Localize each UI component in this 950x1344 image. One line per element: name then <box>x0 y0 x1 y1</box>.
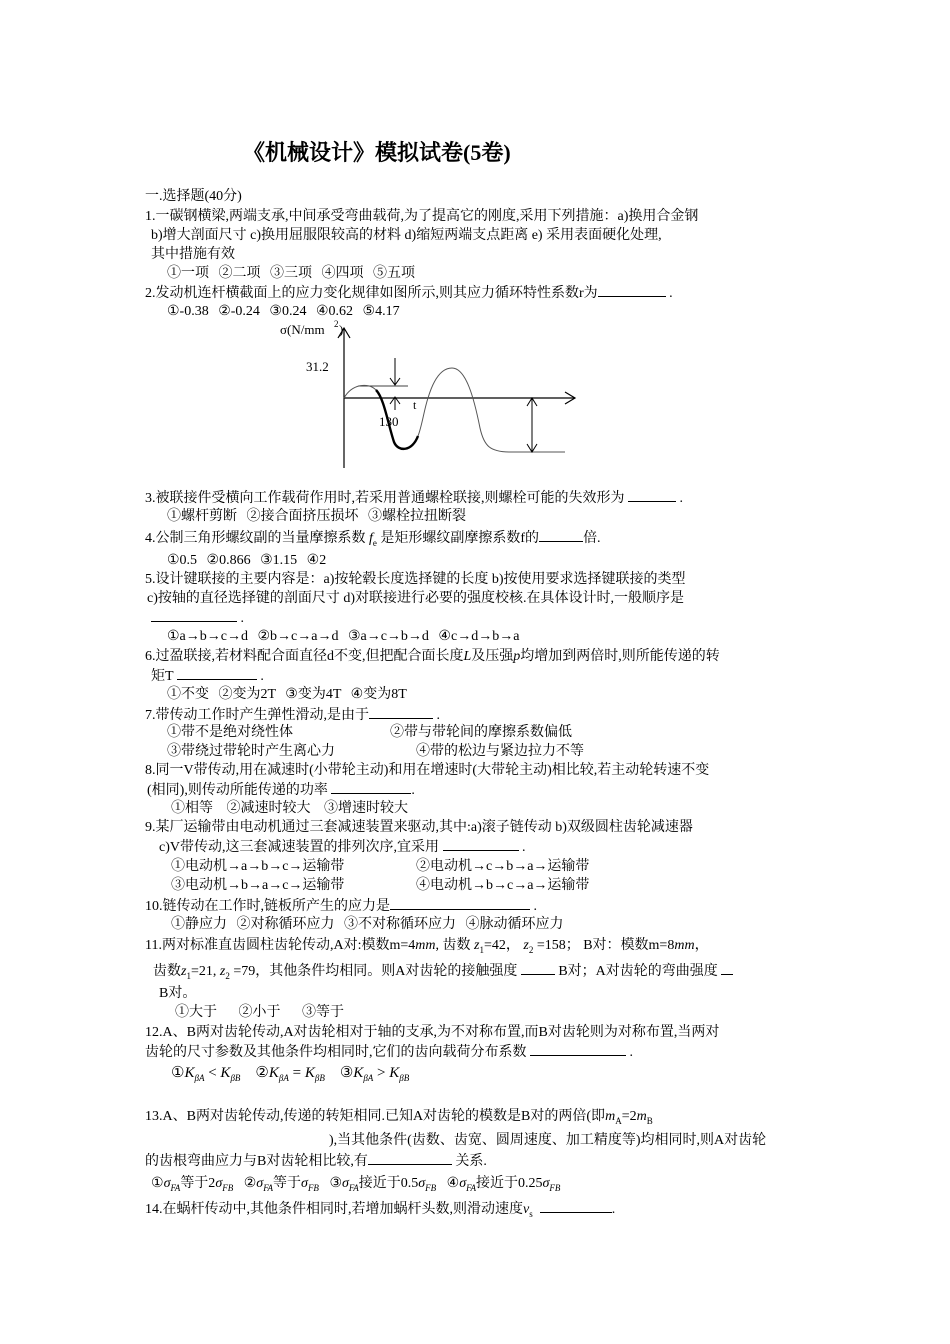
q11-line2: 齿数$z_1=21$, $z_2 =79$，其他条件均相同。则A对齿轮的接触强度 B对；A对齿轮的弯曲强度 <box>153 962 733 985</box>
q11-options: ①大于 ②小于 ③等于 <box>175 1005 344 1020</box>
q1-line2: b)增大剖面尺寸 c)换用屈服限较高的材料 d)缩短两端支点距离 e) 采用表面硬化处理, <box>151 228 662 243</box>
stress-cycle-figure <box>270 318 590 478</box>
q10-line1: 10.链传动在工作时,链板所产生的应力是 . <box>145 899 537 914</box>
q3-line1: 3.被联接件受横向工作载荷作用时,若采用普通螺栓联接,则螺栓可能的失效形为 . <box>145 491 683 506</box>
q6-line1: 6.过盈联接,若材料配合面直径d不变,但把配合面长度L及压强p均增加到两倍时,则所能传递的转 <box>145 649 720 664</box>
q11-line1: 11.两对标准直齿圆柱齿轮传动,A对:模数m=4mm, 齿数 $z_1=42$， $z_2 =158$； B对：模数m=8mm， <box>145 938 709 955</box>
q1-line1: 1.一碳钢横梁,两端支承,中间承受弯曲载荷,为了提高它的刚度,采用下列措施：a)换用合金钢 <box>145 209 699 224</box>
q7-option4: ④带的松边与紧边拉力不等 <box>416 744 584 759</box>
q9-option3: ③电动机→b→a→c→运输带 <box>171 878 345 893</box>
q1-line3: 其中措施有效 <box>151 247 235 262</box>
q13-line3: 的齿根弯曲应力与B对齿轮相比较,有 关系. <box>145 1154 487 1169</box>
figure-t-label: t <box>413 398 417 412</box>
q5-line3: . <box>151 609 244 628</box>
q11-line3: B对。 <box>159 986 197 1001</box>
q3-options: ①螺杆剪断 ②接合面挤压损坏 ③螺栓拉扭断裂 <box>167 509 466 524</box>
q4-options: ①0.5 ②0.866 ③1.15 ④2 <box>167 553 327 568</box>
q2-line1: 2.发动机连杆横截面上的应力变化规律如图所示,则其应力循环特性系数r为 . <box>145 286 673 301</box>
q5-options: ①a→b→c→d ②b→c→a→d ③a→c→b→d ④c→d→b→a <box>167 629 520 644</box>
q12-line1: 12.A、B两对齿轮传动,A对齿轮相对于轴的支承,为不对称布置,而B对齿轮则为对称布置,当两对 <box>145 1025 720 1040</box>
q4-line1: 4.公制三角形螺纹副的当量摩擦系数 $f_e$ 是矩形螺纹副摩擦系数f的 倍. <box>145 531 601 548</box>
q10-options: ①静应力 ②对称循环应力 ③不对称循环应力 ④脉动循环应力 <box>171 917 564 932</box>
figure-y-label-end: ) <box>339 322 344 337</box>
q9-option2: ②电动机→c→b→a→运输带 <box>416 859 590 874</box>
figure-value-130: 130 <box>379 414 399 429</box>
q8-line1: 8.同一V带传动,用在减速时(小带轮主动)和用在增速时(大带轮主动)相比较,若主动轮转速不变 <box>145 763 710 778</box>
q9-option4: ④电动机→b→c→a→运输带 <box>416 878 590 893</box>
figure-y-label-sup: 2 <box>334 319 339 329</box>
q7-option3: ③带绕过带轮时产生离心力 <box>167 744 335 759</box>
q8-line2: (相同),则传动所能传递的功率 . <box>147 783 415 798</box>
page-title: 《机械设计》模拟试卷(5卷) <box>243 140 511 165</box>
q6-options: ①不变 ②变为2T ③变为4T ④变为8T <box>167 687 407 702</box>
q1-options: ①一项 ②二项 ③三项 ④四项 ⑤五项 <box>167 266 415 281</box>
q9-line2: c)V带传动,这三套减速装置的排列次序,宜采用 . <box>159 840 526 855</box>
q2-options: ①-0.38 ②-0.24 ③0.24 ④0.62 ⑤4.17 <box>167 304 400 319</box>
q9-line1: 9.某厂运输带由电动机通过三套减速装置来驱动,其中:a)滚子链传动 b)双级圆柱齿轮减速器 <box>145 820 693 835</box>
q13-line2: ),当其他条件(齿数、齿宽、圆周速度、加工精度等)均相同时,则A对齿轮 <box>329 1133 767 1148</box>
q13-line1: 13.A、B两对齿轮传动,传递的转矩相同.已知A对齿轮的模数是B对的两倍(即$m_A=2m_B$ <box>145 1109 653 1126</box>
q7-option2: ②带与带轮间的摩擦系数偏低 <box>390 725 572 740</box>
q12-line2: 齿轮的尺寸参数及其他条件均相同时,它们的齿向载荷分布系数 . <box>145 1045 633 1060</box>
q5-line2: c)按轴的直径选择键的剖面尺寸 d)对联接进行必要的强度校核.在具体设计时,一般顺序是 <box>147 591 685 606</box>
q7-line1: 7.带传动工作时产生弹性滑动,是由于 . <box>145 708 440 723</box>
q6-line2: 矩T . <box>151 669 264 684</box>
figure-y-label: σ(N/mm <box>280 322 325 337</box>
figure-value-31-2: 31.2 <box>306 359 329 374</box>
q5-line1: 5.设计键联接的主要内容是：a)按轮毂长度选择键的长度 b)按使用要求选择键联接的类型 <box>145 572 686 587</box>
q14-line1: 14.在蜗杆传动中,其他条件相同时,若增加蜗杆头数,则滑动速度$v_s$ . <box>145 1202 616 1219</box>
q8-options: ①相等 ②减速时较大 ③增速时较大 <box>171 801 408 816</box>
q12-options: $①K_{\beta A} < K_{\beta B}$ $②K_{\beta A} = K_{\beta B}$ $③K_{\beta A} > K_{\beta B}$ <box>171 1065 410 1083</box>
q9-option1: ①电动机→a→b→c→运输带 <box>171 859 345 874</box>
q7-option1: ①带不是绝对绕性体 <box>167 725 293 740</box>
section-heading: 一.选择题(40分) <box>145 189 242 204</box>
q13-options: $①\sigma_{FA}$等于$2\sigma_{FB}$ $②\sigma_{FA}$等于$\sigma_{FB}$ $③\sigma_{FA}$接近于$0.5\sigma_{FB}$ $④\sigma_{FA}$接近于$0.25\sigma_{FB}$ <box>151 1176 561 1193</box>
